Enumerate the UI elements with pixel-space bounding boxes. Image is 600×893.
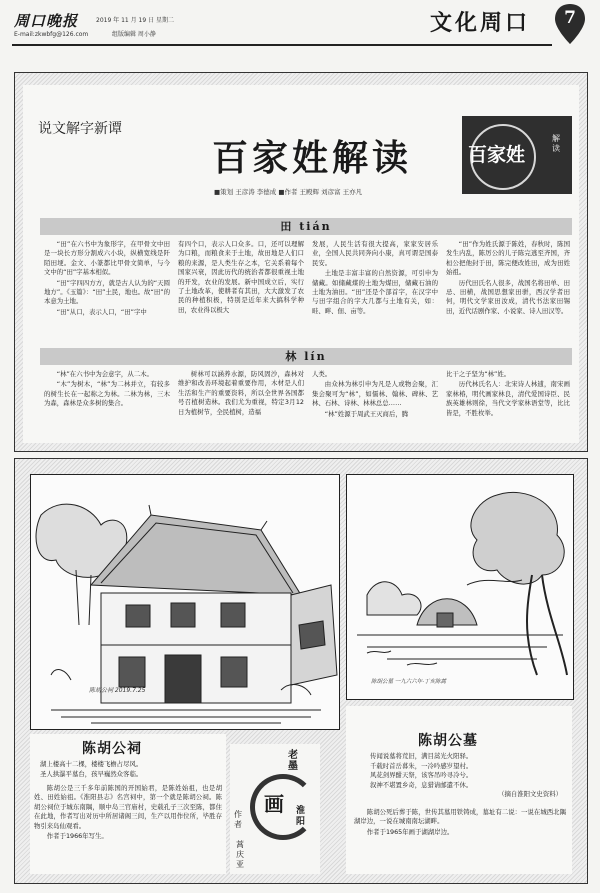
poem-credit: （摘自淮阳文史资料） <box>498 790 562 799</box>
sketch-signature: 陈胡公墓 一九六六年·丁亥陈蒿 <box>371 679 446 685</box>
poem-line: 湖上楼高十二棵，楼楼飞檐占尽风。 <box>40 760 143 768</box>
lin-paragraph: 历代林氏名人：北宋诗人林逋，南宋画家林椿，明代画家林良，清代爱国诗臣、民族英雄林则徐，当代文学家林语堂等，比比皆是，不胜枚举。 <box>446 380 570 417</box>
stamp-side-text: 解读 <box>552 134 560 153</box>
tian-paragraph: 发展，人民生活有很大提高，家家安居乐业，全国人民共同奔向小康，真可谓是国泰民安。 <box>312 240 438 267</box>
lin-column-1 <box>44 370 170 446</box>
badge-top-text: 老墨 <box>288 750 298 772</box>
ci-prose <box>34 784 222 842</box>
baijiaxing-stamp <box>462 116 572 194</box>
poem-line: 叙神不堪置乡奇，息猎请邮遣不休。 <box>370 780 473 789</box>
page-number-badge <box>553 2 587 40</box>
ancestral-hall-drawing <box>31 475 339 729</box>
mu-paragraph: 作者于1965年画于湖湖岸边。 <box>366 827 454 836</box>
lin-heading: 林 lín <box>40 348 572 365</box>
tian-paragraph: “田”字四四方方，就是古人认为的“天圆地方”。《玉篇》：“田”土民，地也。故“田”的本意为土地。 <box>44 278 170 306</box>
contact-email: E-mail:zkwbfg@126.com <box>14 31 89 38</box>
badge-side-text: 淮阳 <box>296 806 306 827</box>
lin-column-3 <box>312 370 438 446</box>
issue-date: 2019 年 11 月 19 日 星期二 <box>96 17 174 24</box>
badge-middle-text: 画 <box>264 792 284 816</box>
tian-column-4 <box>446 240 570 334</box>
poem-line: 风花剑界酣天祭，该客吊吟寻冷兮。 <box>370 771 473 780</box>
lin-paragraph: “林”姓源于周武王灭商后，腾 <box>324 409 409 418</box>
tian-column-3 <box>312 240 438 334</box>
tian-paragraph: 有四个口，表示人口众多。口，还可以理解为口粮，而粮食来于土地，故田地是人们口粮的来源，是人类生存之本，它关系着每个国家兴衰，因此历代的统治者都很重视土地的开发，农业的发展。新中国成立后，实行了土地改革，使耕者有其田，大大激发了农民的种植积极，特别是近年来大搞科学种田，农业得以极大 <box>178 240 304 314</box>
tian-column-1 <box>44 240 170 334</box>
lin-paragraph: 人类。 <box>312 370 332 378</box>
tian-paragraph: “田”从口，表示人口，“田”字中 <box>56 307 147 316</box>
lin-paragraph: “木”为树木，“林”为二林并立，有较多的树生长在一起称之为林。二林为林，三木为森，森林是众多树的集合。 <box>44 380 170 408</box>
lin-paragraph: 树林可以涵养水源，防风固沙，森林对维护和改善环境起着重要作用，木材是人们生活和生产的重要资料，所以全世界各国都号召植树造林。我们尤为重视，特定3月12日为植树节，全民植树，造福 <box>178 370 304 416</box>
author-label: 作者 <box>234 810 242 829</box>
tian-column-2 <box>178 240 304 334</box>
lin-column-2 <box>178 370 304 446</box>
sketch-signature: 陈胡公祠 2019.7.25 <box>89 687 146 694</box>
feature-credits: ■策划 王彦涛 李德成 ■作者 王殿辉 刘彦富 王亦凡 <box>214 188 363 196</box>
ci-poem <box>40 760 220 779</box>
masthead <box>0 0 600 62</box>
ci-title: 陈胡公祠 <box>82 741 142 757</box>
tian-heading: 田 tián <box>40 218 572 235</box>
art-column-badge <box>230 744 320 874</box>
lin-column-4 <box>446 370 570 446</box>
tian-paragraph: 土地是丰富丰富的自然资源，可引申为储藏。如储藏煤的土地为煤田，储藏石油的土地为油田。“田”还是个部首字，在汉字中与田字组合的字大几都与土地有关，如：畦、畔、佃、亩等。 <box>312 269 438 315</box>
lin-paragraph: 比干之子坚为“林”姓。 <box>446 370 511 378</box>
section-name: 文化周口 <box>430 10 531 36</box>
ancestral-hall-sketch <box>30 474 340 730</box>
page-number: 7 <box>564 8 576 28</box>
ci-paragraph: 陈胡公是三千多年前陈国的开国始君，是陈姓始祖，也是胡姓、田姓始祖。《淮阳县志》名宫祠中，第一个就是陈胡公祠。陈胡公祠位于城东南隅，顺中岛三官庙村，史载孔子三次至陈，都住在此地，作者写出对历中所居诸阁三间，生产以用作位所，毕胜存物引来岛仙观看。 <box>34 784 222 830</box>
mu-poem <box>370 752 570 800</box>
mu-title: 陈胡公墓 <box>418 733 478 749</box>
mu-prose <box>354 808 566 838</box>
lin-paragraph: 由众林为林引申为凡是人或物会聚，汇集会聚可为“林”，如儒林、翰林、碑林、艺林、石林、诗林、林林总总…… <box>312 380 438 408</box>
tomb-sketch <box>346 474 574 700</box>
author-name: 蒿庆亚 <box>236 840 244 869</box>
tian-paragraph: “田”在六书中为象形字，在甲骨文中田是一块长方形分割成六小块，纵横宽线是阡陌田埂。金文、小篆都比甲骨文简单，与今文中的“田”字基本相似。 <box>44 240 170 277</box>
tian-paragraph: “田”作为姓氏源于陈姓，春秋时，陈国发生内乱，陈厉公的儿子陈完逃至齐国，齐桓公把他封于田，陈完便改姓田，成为田姓始祖。 <box>446 240 570 277</box>
ci-paragraph: 作者于1966年写生。 <box>46 832 108 841</box>
layout-editor: 组版编辑 周小静 <box>112 31 156 38</box>
stamp-text: 百家姓 <box>468 144 526 166</box>
poem-line: 千载时首岳暮朱，一冷吟感岁望村。 <box>370 761 473 770</box>
lin-paragraph: “林”在六书中为会意字，从二木。 <box>56 370 153 378</box>
poem-line: 圣人拱瀑平墓台，孩早巍然众客临。 <box>40 769 143 778</box>
newspaper-logo: 周口晚报 <box>14 12 79 30</box>
masthead-rule <box>12 44 552 46</box>
column-name: 说文解字新谭 <box>38 121 122 137</box>
feature-title: 百家姓解读 <box>212 137 413 179</box>
mu-paragraph: 陈胡公死后葬于陈，世传其墓用铁铸成，墓址有二说：一说在城西北隅湖岸边，一说在城南南坛湖畔。 <box>354 808 566 826</box>
tomb-drawing <box>347 475 573 699</box>
tian-paragraph: 历代田氏名人很多，战国名将田单、田忌、田横，战国思想家田骈，西汉学者田何，明代文学家田汝成，清代书法家田锡田，近代话剧作家、小说家、诗人田汉等。 <box>446 278 570 315</box>
poem-line: 传闻说墓将荒旧，满目蒿光火阳驿。 <box>370 752 473 760</box>
